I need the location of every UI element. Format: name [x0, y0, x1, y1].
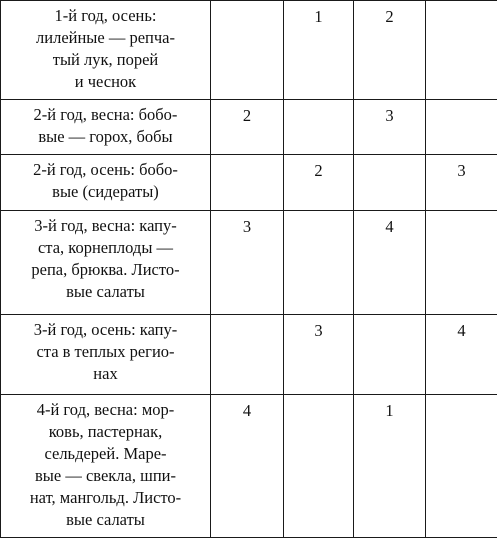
row-label-line: лилейные — репча- — [36, 28, 175, 47]
row-label-line: сельдерей. Маре- — [44, 443, 167, 463]
row-label-cell — [1, 394, 211, 537]
table-cell — [426, 394, 497, 537]
row-label-line: ковь, пастернак, — [48, 421, 163, 441]
row-label-line: 3-й год, весна: капу- — [34, 216, 177, 236]
table-cell — [284, 100, 354, 155]
row-label-line: вые — горох, бобы — [38, 127, 173, 147]
table-cell: 3 — [426, 155, 497, 211]
row-label-line: ста в теплых регио- — [36, 341, 175, 361]
table-cell: 4 — [426, 314, 497, 394]
row-label-line: 1-й год, осень: — [54, 6, 157, 25]
row-label-line: нат, мангольд. Листо- — [29, 487, 182, 507]
table-row — [1, 314, 497, 394]
row-label-line: вые (сидераты) — [52, 182, 159, 202]
table-cell: 2 — [354, 1, 426, 100]
row-label-line: вые салаты — [66, 509, 145, 529]
table-cell — [284, 394, 354, 537]
table-cell — [426, 211, 497, 314]
table-cell: 4 — [354, 211, 426, 314]
row-label-line: и чеснок — [74, 72, 137, 91]
row-label-cell — [1, 1, 211, 100]
table-cell — [211, 155, 284, 211]
row-label-line: нах — [93, 363, 118, 383]
table-cell — [426, 1, 497, 100]
table-row — [1, 155, 497, 211]
table-cell — [354, 155, 426, 211]
row-label-line: 4-й год, весна: мор- — [36, 399, 175, 419]
table-cell — [211, 1, 284, 100]
row-label-cell — [1, 100, 211, 155]
table-cell: 1 — [354, 394, 426, 537]
table-row — [1, 1, 497, 100]
row-label-line: ста, корнеплоды — — [37, 238, 174, 258]
table-cell: 1 — [284, 1, 354, 100]
table-row — [1, 100, 497, 155]
table-row — [1, 211, 497, 314]
table-cell — [426, 100, 497, 155]
row-label-cell — [1, 155, 211, 211]
row-label-line: вые — свекла, шпи- — [35, 465, 176, 485]
table-cell — [354, 314, 426, 394]
row-label-line: репа, брюква. Листо- — [31, 260, 180, 280]
table-cell: 2 — [284, 155, 354, 211]
table-cell: 2 — [211, 100, 284, 155]
table-cell: 4 — [211, 394, 284, 537]
table-cell: 3 — [354, 100, 426, 155]
row-label-line: вые салаты — [66, 282, 145, 302]
row-label-cell — [1, 211, 211, 314]
row-label-line: 2-й год, весна: бобо- — [33, 105, 178, 125]
table-cell — [284, 211, 354, 314]
row-label-line: 3-й год, осень: капу- — [33, 319, 178, 339]
table-cell — [211, 314, 284, 394]
row-label-line: тый лук, порей — [52, 50, 159, 69]
row-label-line: 2-й год, осень: бобо- — [33, 160, 178, 180]
table-cell: 3 — [284, 314, 354, 394]
row-label-cell — [1, 314, 211, 394]
table-cell: 3 — [211, 211, 284, 314]
table-row — [1, 394, 497, 537]
